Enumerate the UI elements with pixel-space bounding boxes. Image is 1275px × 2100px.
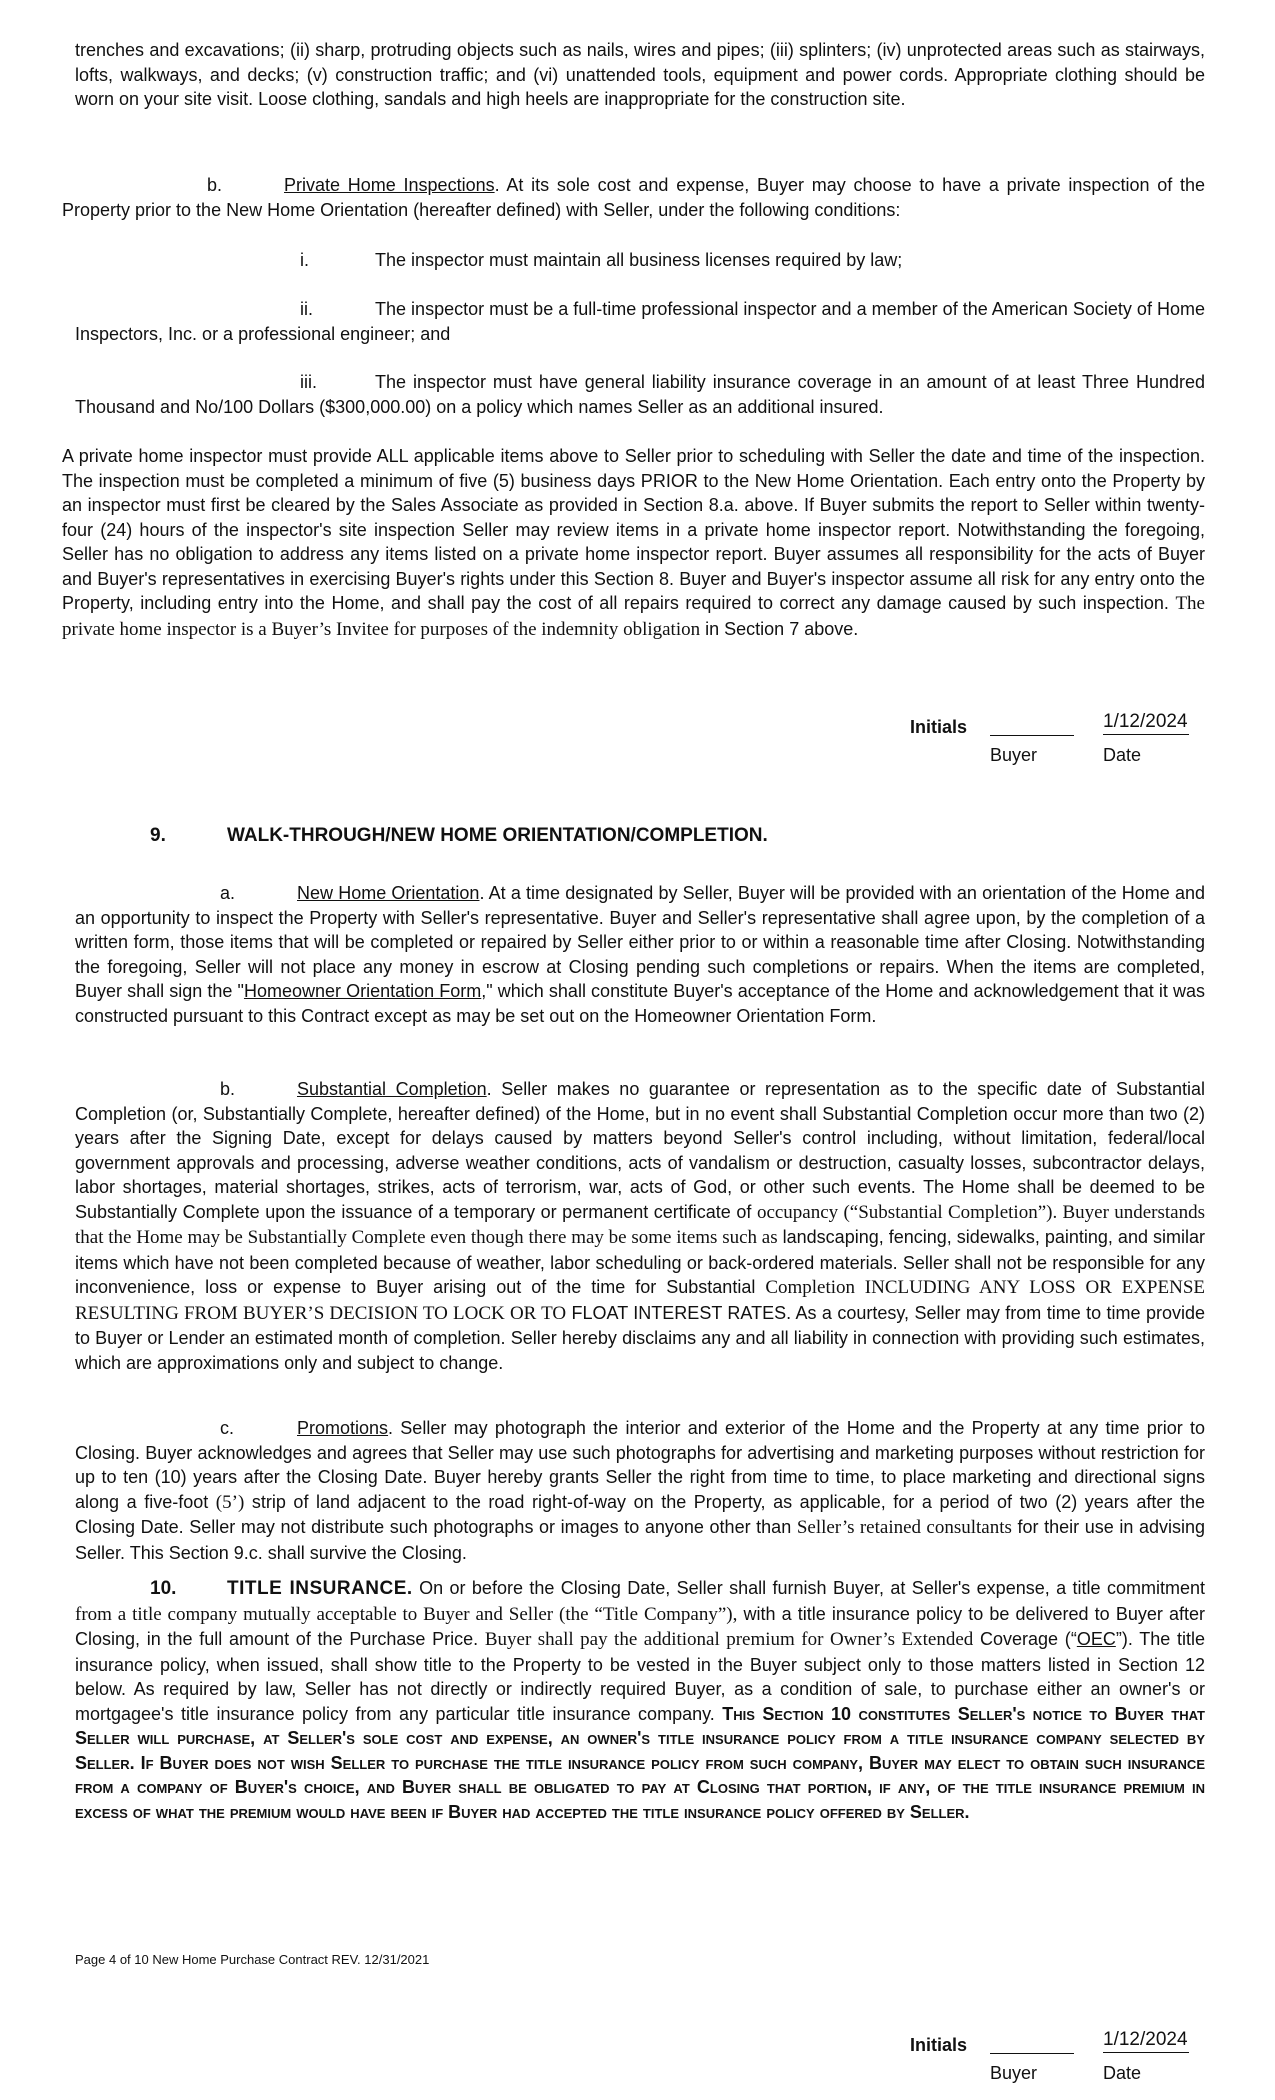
- initials-date: 1/12/2024: [1103, 2029, 1189, 2053]
- invitee-clause: The private home inspector is a Buyer’s Invitee for purposes of the indemnity obligation: [62, 593, 1205, 640]
- oec-abbreviation: OEC: [1076, 1629, 1116, 1649]
- section-9b-text-2: landscaping, fencing, sidewalks, painting, and similar items which have not been completed because of weather, labor scheduling or back-ordered materials. Seller shall not be responsible for any inconvenience, loss or expense to Buyer arising out of the time for Substantial: [75, 1227, 1205, 1297]
- section-10-title: TITLE INSURANCE.: [227, 1578, 413, 1599]
- initials-date: 1/12/2024: [1103, 711, 1189, 735]
- page-footer: [75, 1952, 429, 1967]
- section-9b-serif-2: Completion INCLUDING ANY LOSS OR EXPENSE RESULTING FROM BUYER’S DECISION TO LOCK OR TO: [75, 1277, 1205, 1324]
- section-8b-text: . At its sole cost and expense, Buyer may choose to have a private inspection of the Property prior to the New Home Orientation (hereafter defined) with Seller, under the following conditions:: [62, 175, 1206, 220]
- initials-block-bottom: [910, 2029, 1230, 2089]
- section-9-heading: [150, 825, 768, 847]
- buyer-label: Buyer: [990, 2063, 1038, 2083]
- section-10-text-3: Coverage (: [973, 1629, 1071, 1649]
- section-9b-serif-1: occupancy (“Substantial Completion”). Buyer understands that the Home may be Substantially Complete even though there may be some items such as: [75, 1201, 1205, 1248]
- section-10-serif-2: Buyer shall pay the additional premium for Owner’s Extended: [484, 1629, 974, 1650]
- intro-text: trenches and excavations; (ii) sharp, protruding objects such as nails, wires and pipes; (iii) splinters; (iv) unprotected areas such as stairways, lofts, walkways, and decks; (v) construction traffic; and (vi) unattended tools, equipment and power cords. Appropriate clothing should be worn on your site visit. Loose clothing, sandals and high heels are inappropriate for the construction site.: [75, 40, 1205, 109]
- section-9b-paragraph: [75, 1077, 1205, 1375]
- condition-ii-text: The inspector must be a full-time professional inspector and a member of the American Society of Home Inspectors, Inc. or a professional engineer; and: [75, 299, 1205, 344]
- condition-i-label: i.: [300, 250, 309, 270]
- section-10-paragraph: [75, 1576, 1205, 1824]
- initials-block-top: [910, 711, 1230, 771]
- oec-close-quote: ”: [1115, 1629, 1122, 1649]
- intro-paragraph: [75, 38, 1205, 112]
- section-8b-paragraph: [62, 173, 1205, 222]
- section-9c-title: Promotions: [297, 1418, 389, 1438]
- condition-ii-label: ii.: [300, 299, 313, 319]
- section-9c-text-1: . Seller may photograph the interior and exterior of the Home and the Property at any time prior to Closing. Buyer acknowledges and agrees that Seller may use such photographs for advertising and marketing purposes without restriction for up to ten (10) years after the Closing Date. Buyer hereby grants Seller the right from time to time, to place marketing and directional signs along a five-foot: [75, 1418, 1205, 1512]
- date-label: Date: [1103, 2063, 1142, 2083]
- section-9a-label: a.: [220, 883, 236, 903]
- buyer-initials-line[interactable]: [990, 735, 1074, 736]
- section-9-number: 9.: [150, 825, 166, 846]
- section-9c-serif-2: Seller’s retained consultants: [796, 1517, 1012, 1538]
- section-10-number: 10.: [150, 1578, 177, 1599]
- section-9c-serif-1: (5’): [215, 1491, 245, 1513]
- section-8b-title: Private Home Inspections: [284, 175, 495, 195]
- oec-open-quote: “: [1070, 1629, 1077, 1649]
- inspector-condition-i: [75, 248, 1205, 273]
- footer-text: Page 4 of 10 New Home Purchase Contract REV. 12/31/2021: [75, 1952, 430, 1967]
- inspection-requirements-end: in Section 7 above.: [705, 618, 859, 639]
- condition-iii-label: iii.: [300, 372, 317, 392]
- section-9a-text-2: ," which shall constitute Buyer's acceptance of the Home and acknowledgement that it was constructed pursuant to this Contract except as may be set out on the Homeowner Orientation Form.: [75, 981, 1206, 1026]
- initials-label: Initials: [910, 717, 968, 737]
- section-9a-title: New Home Orientation: [297, 883, 480, 903]
- inspection-requirements-paragraph: [62, 444, 1205, 642]
- section-10-text-2: with a title insurance policy to be delivered to Buyer after Closing, in the full amount of the Purchase Price.: [75, 1603, 1205, 1649]
- homeowner-orientation-form: Homeowner Orientation Form: [243, 981, 482, 1001]
- section-9c-text-2: strip of land adjacent to the road right-of-way on the Property, as applicable, for a period of two (2) years after the Closing Date. Seller may not distribute such photographs or images to anyone other than: [75, 1491, 1205, 1537]
- section-9b-text-1: . Seller makes no guarantee or representation as to the specific date of Substantial Completion (or, Substantially Complete, hereafter defined) of the Home, but in no event shall Substantial Completion occur more than two (2) years after the Signing Date, except for delays caused by matters beyond Seller's control including, without limitation, federal/local government approvals and processing, adverse weather conditions, acts of vandalism or destruction, casualty losses, subcontractor delays, labor shortages, material shortages, strikes, acts of terrorism, war, acts of God, or other such events. The Home shall be deemed to be Substantially Complete upon the issuance of a temporary or permanent certificate of: [75, 1079, 1206, 1222]
- section-9c-text-3: for their use in advising Seller. This Section 9.c. shall survive the Closing.: [75, 1517, 1205, 1563]
- section-10-text-1: On or before the Closing Date, Seller shall furnish Buyer, at Seller's expense, a title commitment: [412, 1578, 1205, 1598]
- section-9-title: WALK-THROUGH/NEW HOME ORIENTATION/COMPLETION.: [227, 825, 768, 846]
- section-9b-label: b.: [220, 1079, 236, 1099]
- section-8b-label: b.: [207, 175, 223, 195]
- buyer-label: Buyer: [990, 745, 1038, 765]
- section-10-text-4: ). The title insurance policy, when issued, shall show title to the Property to be vested in the Buyer subject only to those matters listed in Section 12 below. As required by law, Seller has not directly or indirectly required Buyer, as a condition of sale, to purchase either an owner's or mortgagee's title insurance policy from any particular title insurance company.: [75, 1629, 1206, 1724]
- section-9b-text-3: FLOAT INTEREST RATES. As a courtesy, Seller may from time to time provide to Buyer or Lender an estimated month of completion. Seller hereby disclaims any and all liability in connection with providing such estimates, which are approximations only and subject to change.: [75, 1302, 1205, 1373]
- date-label: Date: [1103, 745, 1142, 765]
- condition-i-text: The inspector must maintain all business licenses required by law;: [375, 250, 903, 270]
- section-10-notice: This Section 10 constitutes Seller's notice to Buyer that Seller will purchase, at Seller's sole cost and expense, an owner's title insurance policy from a title insurance company selected by Seller. If Buyer does not wish Seller to purchase the title insurance policy from such company, Buyer may elect to obtain such insurance from a company of Buyer's choice, and Buyer shall be obligated to pay at Closing that portion, if any, of the title insurance premium in excess of what the premium would have been if Buyer had accepted the title insurance policy offered by Seller.: [75, 1703, 1205, 1822]
- buyer-initials-line[interactable]: [990, 2053, 1074, 2054]
- section-9c-paragraph: [75, 1416, 1205, 1565]
- condition-iii-text: The inspector must have general liability insurance coverage in an amount of at least Three Hundred Thousand and No/100 Dollars ($300,000.00) on a policy which names Seller as an additional insured.: [75, 372, 1205, 417]
- initials-label: Initials: [910, 2035, 968, 2055]
- inspection-requirements-text: A private home inspector must provide ALL applicable items above to Seller prior to scheduling with Seller the date and time of the inspection. The inspection must be completed a minimum of five (5) business days PRIOR to the New Home Orientation. Each entry onto the Property by an inspector must first be cleared by the Sales Associate as provided in Section 8.a. above. If Buyer submits the report to Seller within twenty-four (24) hours of the inspector's site inspection Seller may review items in a private home inspector report. Notwithstanding the foregoing, Seller has no obligation to address any items listed on a private home inspector report. Buyer assumes all responsibility for the acts of Buyer and Buyer's representatives in exercising Buyer's rights under this Section 8. Buyer and Buyer's inspector assume all risk for any entry onto the Property, including entry into the Home, and shall pay the cost of all repairs required to correct any damage caused by such inspection.: [62, 446, 1205, 613]
- section-9c-label: c.: [220, 1418, 235, 1438]
- inspector-condition-iii: [75, 370, 1205, 419]
- section-10-serif-1: from a title company mutually acceptable to Buyer and Seller (the “Title Company”),: [75, 1603, 738, 1625]
- section-9b-title: Substantial Completion: [297, 1079, 487, 1099]
- section-9a-text-1: . At a time designated by Seller, Buyer will be provided with an orientation of the Home and an opportunity to inspect the Property with Seller's representative. Buyer and Seller's representative shall agree upon, by the completion of a written form, those items that will be completed or repaired by Seller either prior to or within a reasonable time after Closing. Notwithstanding the foregoing, Seller will not place any money in escrow at Closing pending such completions or repairs. When the items are completed, Buyer shall sign the ": [75, 883, 1206, 1001]
- section-9a-paragraph: [75, 881, 1205, 1028]
- inspector-condition-ii: [75, 297, 1205, 346]
